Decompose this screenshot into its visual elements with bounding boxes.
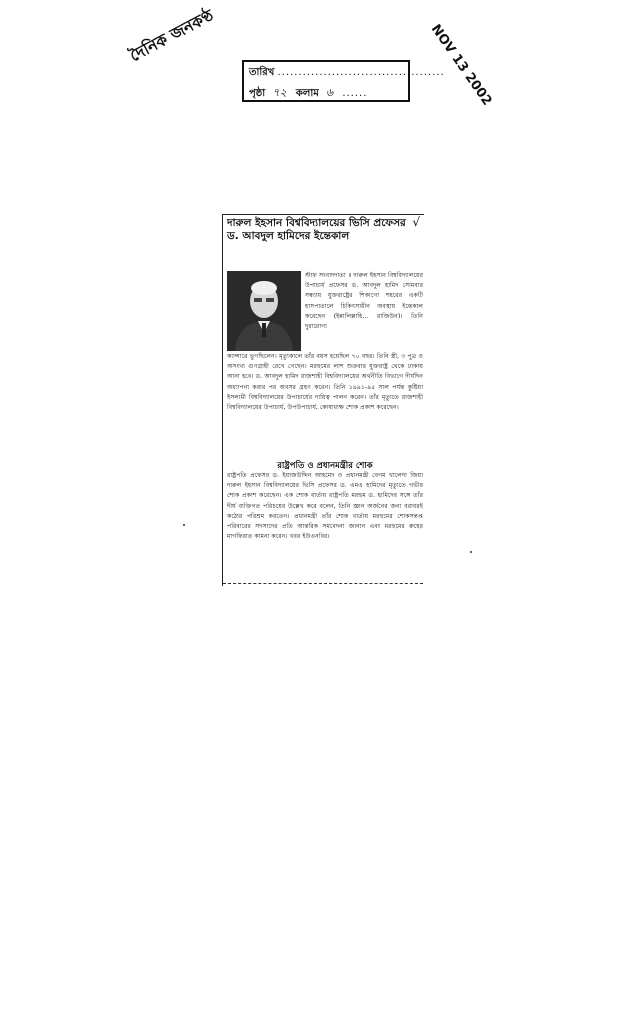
article-subhead: রাষ্ট্রপতি ও প্রধানমন্ত্রীর শোক xyxy=(277,461,373,471)
headline-line-2: ড. আবদুল হামিদের ইন্তেকাল xyxy=(227,230,350,242)
article-headline xyxy=(227,217,423,243)
portrait-photo xyxy=(227,271,301,351)
corner-mark: √ xyxy=(412,215,420,229)
page-column-row xyxy=(249,84,367,103)
newspaper-name-stamp: দৈনিক জনকণ্ঠ xyxy=(126,5,217,66)
clipping-form-box xyxy=(242,60,445,102)
page-value: ৭২ xyxy=(272,86,287,99)
page-label: পৃষ্ঠা xyxy=(249,88,266,99)
column-label: কলাম xyxy=(295,88,319,99)
article-lead-text: স্টাফ সংবাদদাতা ॥ দারুল ইহসান বিশ্ববিদ্যালয়ের উপাচার্য প্রফেসর ড. আবদুল হামিদ সোমবার সন্ধ্যায় যুক্তরাষ্ট্রের শিকাগো শহরের একটি হাসপাতালে চিকিৎসাধীন অবস্থায় ইন্তেকাল করেছেন (ইন্নালিল্লাহি... রাজিউন)। তিনি দুরারোগ্য xyxy=(305,272,423,331)
article-body-text: ক্যান্সারে ভুগছিলেন। মৃত্যুকালে তাঁর বয়স হয়েছিল ৭০ বছর। তিনি স্ত্রী, ৩ পুত্র ও অসংখ্য গুণগ্রাহী রেখে গেছেন। মরহুমের লাশ শুক্রবার যুক্তরাষ্ট্র থেকে ঢাকায় আনা হবে। ড. আবদুল হামিদ রাজশাহী বিশ্ববিদ্যালয়ের অর্থনীতি বিভাগে দীর্ঘদিন অধ্যাপনা করার পর অবসর গ্রহণ করেন। তিনি ১৯৯১-৯৫ সাল পর্যন্ত কুষ্টিয়া ইসলামী বিশ্ববিদ্যালয়ের উপাচার্যের দায়িত্ব পালন করেন। তাঁর মৃত্যুতে রাজশাহী বিশ্ববিদ্যালয়ের উপাচার্য, উপউপাচার্য, কোষাধ্যক্ষ শোক প্রকাশ করেছেন। xyxy=(227,353,423,412)
column-value: ৬ xyxy=(325,86,334,99)
date-row xyxy=(249,65,445,82)
date-label: তারিখ xyxy=(249,67,275,78)
date-stamp: NOV 13 2002 xyxy=(427,22,495,109)
column-dots: ...... xyxy=(342,88,368,99)
speck xyxy=(183,524,185,526)
date-dots: ........................................ xyxy=(277,67,445,78)
newspaper-clipping xyxy=(222,214,424,586)
speck xyxy=(470,551,472,553)
headline-line-1: দারুল ইহসান বিশ্ববিদ্যালয়ের ভিসি প্রফেসর xyxy=(227,217,406,229)
portrait-image-icon xyxy=(227,271,301,351)
article-body-text-2: রাষ্ট্রপতি প্রফেসর ড. ইয়াজউদ্দিন আহমেদ ও প্রধানমন্ত্রী বেগম খালেদা জিয়া দারুল ইহসান বিশ্ববিদ্যালয়ের ভিসি প্রফেসর ড. এমএ হামিদের মৃত্যুতে গভীর শোক প্রকাশ করেছেন। এক শোক বার্তায় রাষ্ট্রপতি মরহুম ড. হামিদের সঙ্গে তাঁর দীর্ঘ ব্যক্তিগত পরিচয়ের উল্লেখ করে বলেন, তিনি জ্ঞান অর্জনের জন্য বরাবরই কঠোর পরিশ্রম করতেন। প্রধানমন্ত্রী তাঁর শোক বার্তায় মরহুমের শোকসন্তপ্ত পরিবারের সদস্যদের প্রতি আন্তরিক সমবেদনা জানান এবং মরহুমের রুহের মাগফিরাত কামনা করেন। খবর ইউএনবির। xyxy=(227,472,423,541)
cut-line xyxy=(223,583,423,584)
